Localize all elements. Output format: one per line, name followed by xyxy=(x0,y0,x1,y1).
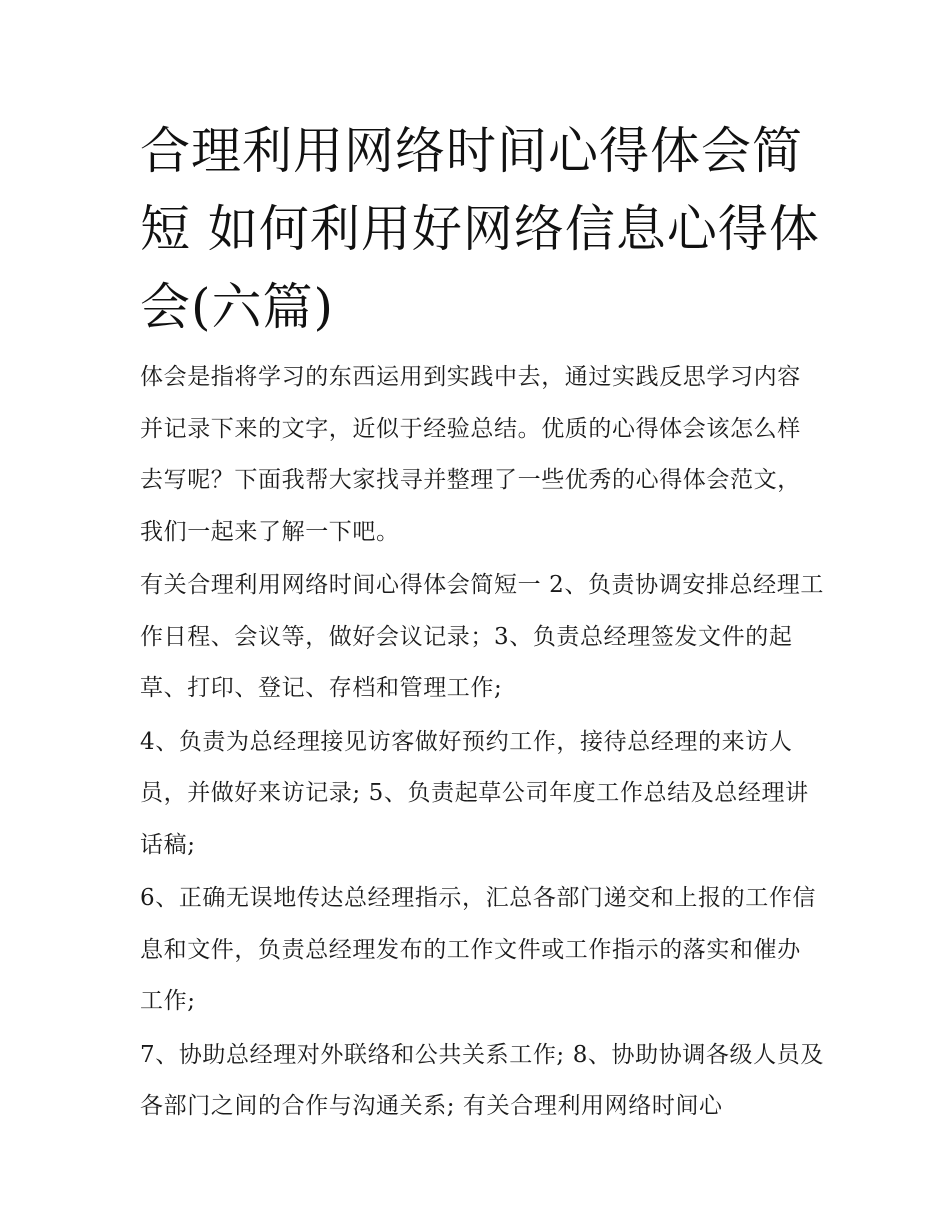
paragraph-intro: 体会是指将学习的东西运用到实践中去，通过实践反思学习内容并记录下来的文字，近似于经验总结。优质的心得体会该怎么样去写呢？下面我帮大家找寻并整理了一些优秀的心得体会范文，我们一起来了解一下吧。 xyxy=(140,364,801,545)
paragraph-duties-4-5: 4、负责为总经理接见访客做好预约工作，接待总经理的来访人员，并做好来访记录; 5、负责起草公司年度工作总结及总经理讲话稿; xyxy=(140,728,809,858)
document-title: 合理利用网络时间心得体会简短 如何利用好网络信息心得体会(六篇) xyxy=(140,122,820,336)
paragraph-duties-7-8: 7、协助总经理对外联络和公共关系工作; 8、协助协调各级人员及各部门之间的合作与沟通关系; 有关合理利用网络时间心 xyxy=(140,1041,824,1119)
paragraph-duties-6: 6、正确无误地传达总经理指示，汇总各部门递交和上报的工作信息和文件，负责总经理发布的工作文件或工作指示的落实和催办工作; xyxy=(140,885,817,1014)
paragraph-duties-2-3: 有关合理利用网络时间心得体会简短一 2、负责协调安排总经理工作日程、会议等，做好会议记录；3、负责总经理签发文件的起草、打印、登记、存档和管理工作; xyxy=(140,572,824,701)
document-body xyxy=(140,352,824,1135)
